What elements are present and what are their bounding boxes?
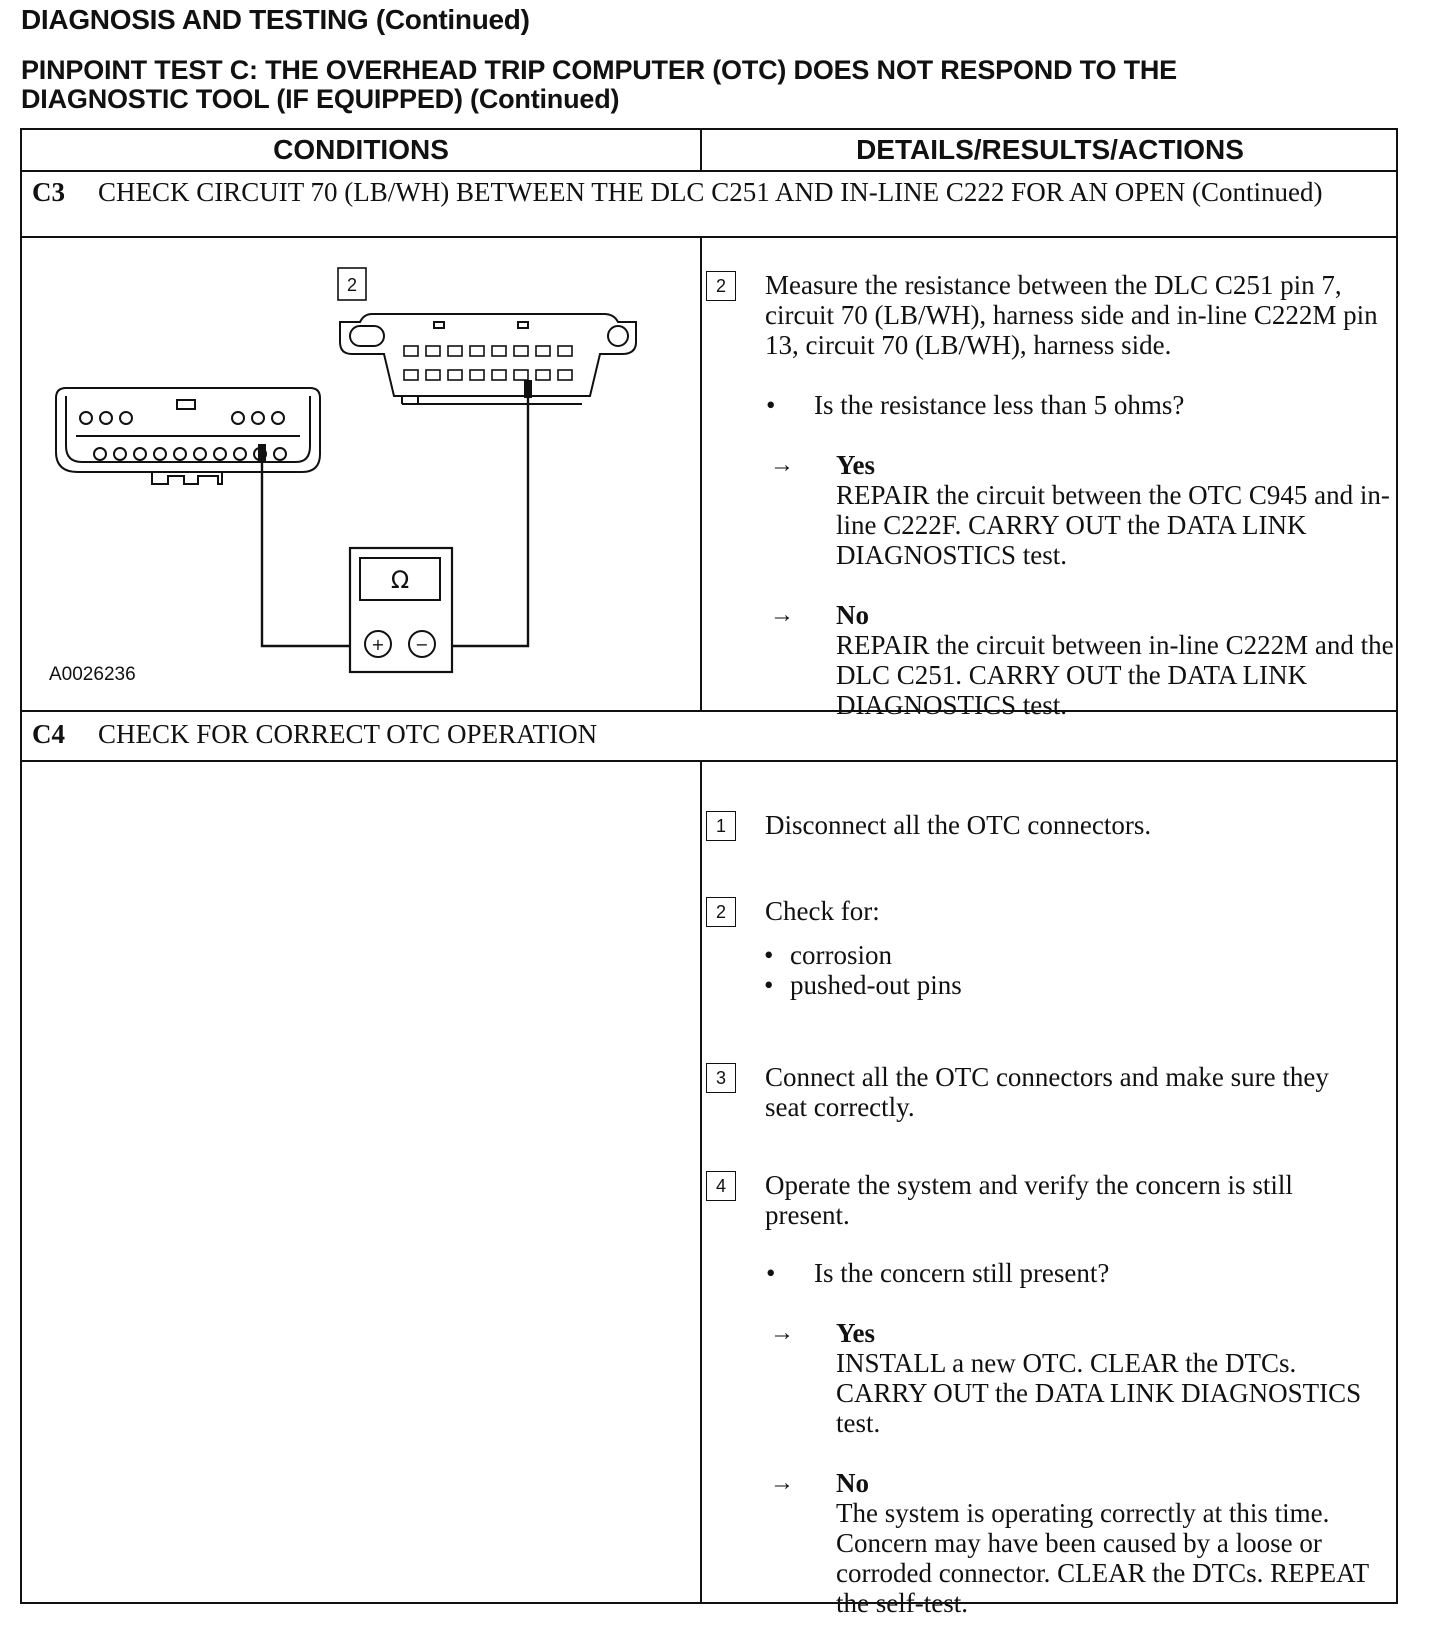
arrow-right-icon: → <box>770 602 794 628</box>
pinpoint-test-title <box>21 56 1177 114</box>
section-c4-title: CHECK FOR CORRECT OTC OPERATION <box>98 719 598 749</box>
section-c4-header <box>32 720 597 749</box>
c4-step-1 <box>706 810 1385 840</box>
c3-answer-no <box>770 600 1396 720</box>
row-divider <box>22 236 1396 238</box>
list-item-text: corrosion <box>790 940 892 970</box>
figure-caption: A0026236 <box>49 664 136 685</box>
pinpoint-test-title-line2: DIAGNOSTIC TOOL (IF EQUIPPED) (Continued) <box>21 84 620 114</box>
c4-question <box>766 1258 1374 1288</box>
answer-no-text: REPAIR the circuit between in-line C222M and the DLC C251. CARRY OUT the DATA LINK DIAGNOSTICS test. <box>836 630 1394 720</box>
section-c3-header <box>32 178 1358 207</box>
meter-plus-terminal: + <box>371 635 385 654</box>
step-number-box: 2 <box>706 897 736 927</box>
ohmmeter-icon <box>350 548 452 672</box>
step-number-box: 3 <box>706 1063 736 1093</box>
answer-no-label: No <box>836 600 869 630</box>
step-number-box: 4 <box>706 1171 736 1201</box>
answer-no-label: No <box>836 1468 869 1498</box>
c4-step-3 <box>706 1062 1365 1122</box>
arrow-right-icon: → <box>770 1320 794 1346</box>
step-number-box: 2 <box>706 271 736 301</box>
step-text: Operate the system and verify the concern is still present. <box>765 1170 1293 1230</box>
diagram-step-number: 2 <box>346 275 358 295</box>
positive-probe-tip <box>258 444 266 462</box>
bullet-icon: • <box>766 390 776 420</box>
c3-answer-yes <box>770 450 1396 570</box>
pinpoint-test-title-line1: PINPOINT TEST C: THE OVERHEAD TRIP COMPUTER (OTC) DOES NOT RESPOND TO THE <box>21 55 1177 85</box>
c4-answer-no <box>770 1468 1396 1618</box>
question-text: Is the resistance less than 5 ohms? <box>814 390 1185 420</box>
c3-question <box>766 390 1374 420</box>
list-item-text: pushed-out pins <box>790 970 962 1000</box>
answer-yes-label: Yes <box>836 1318 875 1348</box>
question-text: Is the concern still present? <box>814 1258 1110 1288</box>
step-text: Check for: <box>765 896 880 926</box>
answer-yes-text: INSTALL a new OTC. CLEAR the DTCs. CARRY OUT the DATA LINK DIAGNOSTICS test. <box>836 1348 1362 1438</box>
page-title: DIAGNOSIS AND TESTING (Continued) <box>21 4 530 35</box>
c4-answer-yes <box>770 1318 1376 1438</box>
resistance-measurement-diagram <box>22 246 662 676</box>
meter-minus-terminal: − <box>415 635 429 654</box>
inline-c222m-connector-icon <box>56 388 320 484</box>
c3-step-2 <box>706 270 1385 360</box>
step-text: Connect all the OTC connectors and make sure they seat correctly. <box>765 1062 1329 1122</box>
ohm-symbol: Ω <box>390 566 410 594</box>
step-text: Measure the resistance between the DLC C251 pin 7, circuit 70 (LB/WH), harness side and in-line C222M pin 13, circuit 70 (LB/WH), harness side. <box>765 270 1378 360</box>
row-divider <box>22 170 1396 172</box>
answer-yes-text: REPAIR the circuit between the OTC C945 and in-line C222F. CARRY OUT the DATA LINK DIAGNOSTICS test. <box>836 480 1390 570</box>
section-c3-title: CHECK CIRCUIT 70 (LB/WH) BETWEEN THE DLC C251 AND IN-LINE C222 FOR AN OPEN (Continued) <box>98 177 1323 207</box>
column-divider <box>700 130 702 170</box>
bullet-icon: • <box>764 940 774 970</box>
section-c4-code: C4 <box>32 719 65 749</box>
negative-probe-tip <box>524 380 532 398</box>
c4-step-2 <box>706 896 1385 926</box>
row-divider <box>22 760 1396 762</box>
column-header-conditions: CONDITIONS <box>273 134 449 165</box>
column-divider <box>700 760 702 1602</box>
column-header-details: DETAILS/RESULTS/ACTIONS <box>856 134 1244 165</box>
list-item <box>764 940 962 970</box>
dlc-c251-connector-icon <box>340 314 636 404</box>
bullet-icon: • <box>766 1258 776 1288</box>
column-divider <box>700 236 702 710</box>
answer-yes-label: Yes <box>836 450 875 480</box>
list-item <box>764 970 962 1000</box>
c4-step-4 <box>706 1170 1365 1230</box>
answer-no-text: The system is operating correctly at this time. Concern may have been caused by a loose or corroded connector. CLEAR the DTCs. REPEAT the self-test. <box>836 1498 1369 1618</box>
arrow-right-icon: → <box>770 1470 794 1496</box>
step-text: Disconnect all the OTC connectors. <box>765 810 1152 840</box>
c4-check-list <box>764 940 962 1000</box>
section-c3-code: C3 <box>32 177 65 207</box>
bullet-icon: • <box>764 970 774 1000</box>
step-number-box: 1 <box>706 811 736 841</box>
arrow-right-icon: → <box>770 452 794 478</box>
